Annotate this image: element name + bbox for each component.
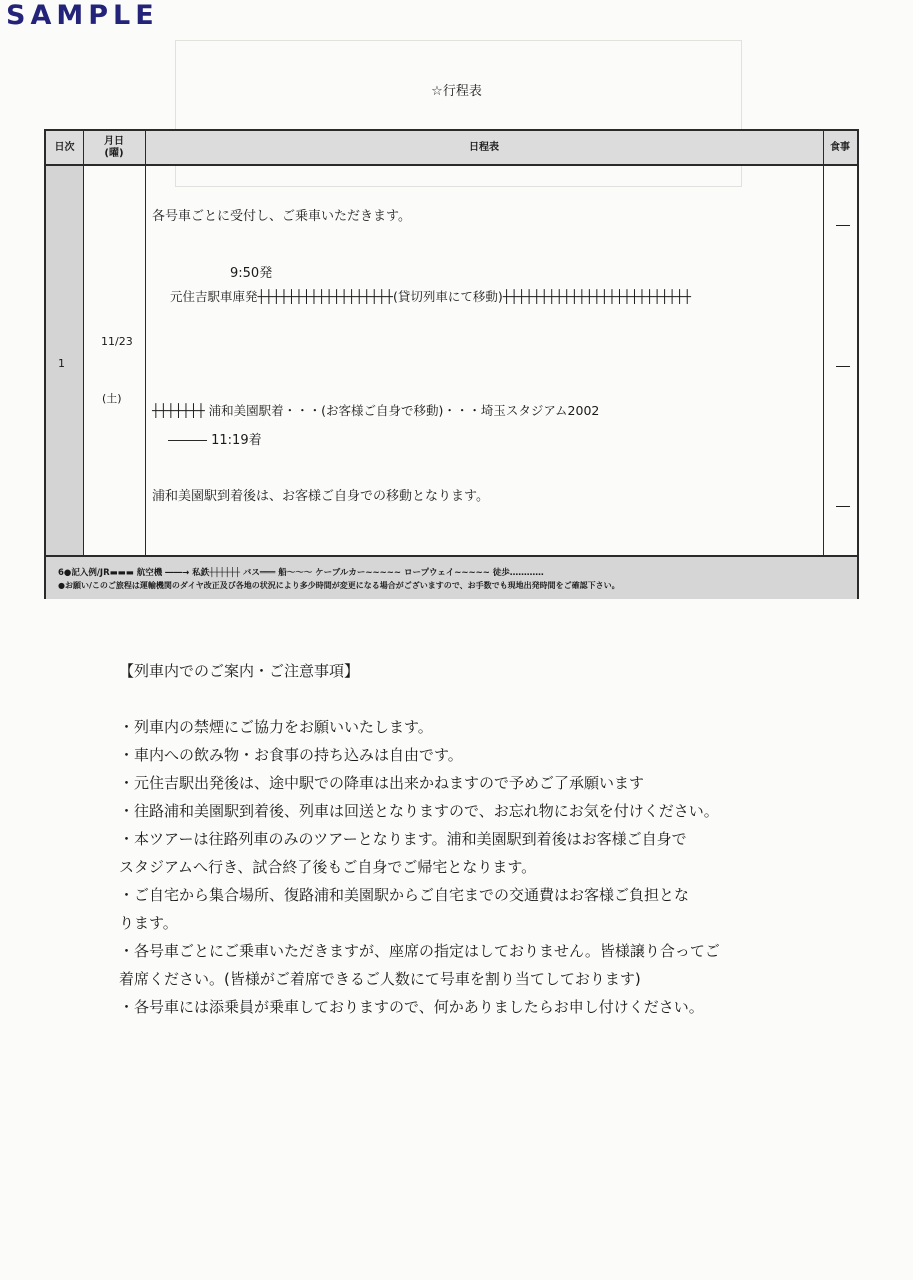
day-number: 1 <box>58 357 65 370</box>
legend-line: 6●記入例/JR▬▬▬ 航空機 ――→ 私鉄┼┼┼┼┼┼ バス═══ 船〜〜〜 ケーブルカー~~~~~ ロープウェイ~~~~~ 徒歩………… <box>58 568 544 578</box>
weekday-value: (土) <box>102 392 122 405</box>
notes-heading: 【列車内でのご案内・ご注意事項】 <box>119 662 360 680</box>
note-item: スタジアムへ行き、試合終了後もご自身でご帰宅となります。 <box>119 858 537 876</box>
itinerary-table <box>44 129 859 599</box>
itinerary-line: 元住吉駅車庫発┼┼┼┼┼┼┼┼┼┼┼┼┼┼┼┼┼┼(貸切列車にて移動)┼┼┼┼┼┼┼┼┼┼┼┼┼┼┼┼┼┼┼┼┼┼┼┼┼ <box>170 289 691 304</box>
page-title: ☆行程表 <box>431 84 482 99</box>
note-item: ります。 <box>119 914 178 932</box>
header-meal: 食事 <box>830 141 850 153</box>
meal-dash <box>836 506 850 507</box>
sample-watermark: SAMPLE <box>6 0 159 31</box>
itinerary-line: 各号車ごとに受付し、ご乗車いただきます。 <box>152 209 411 224</box>
itinerary-line: 浦和美園駅到着後は、お客様ご自身での移動となります。 <box>152 489 489 504</box>
date-value: 11/23 <box>101 335 133 348</box>
note-item: ・車内への飲み物・お食事の持ち込みは自由です。 <box>119 746 463 764</box>
legend-note: ●お願い/このご旅程は運輸機関のダイヤ改正及び各地の状況により多少時間が変更になる場合がございますので、お手数でも現地出発時間をご確認下さい。 <box>58 581 620 590</box>
header-day: 日次 <box>54 141 75 153</box>
note-item: ・往路浦和美園駅到着後、列車は回送となりますので、お忘れ物にお気を付けください。 <box>119 802 719 820</box>
note-item: 着席ください。(皆様がご着席できるご人数にて号車を割り当てしております) <box>119 970 641 988</box>
table-header <box>46 131 857 166</box>
header-date: 月日 (曜) <box>104 135 124 159</box>
divider-meal <box>823 131 824 555</box>
note-item: ・各号車には添乗員が乗車しておりますので、何かありましたらお申し付けください。 <box>119 998 704 1016</box>
legend-bar <box>46 555 857 599</box>
note-item: ・本ツアーは往路列車のみのツアーとなります。浦和美園駅到着後はお客様ご自身で <box>119 830 687 848</box>
itinerary-line: 9:50発 <box>230 266 273 281</box>
meal-dash <box>836 366 850 367</box>
divider-date <box>145 131 146 555</box>
note-item: ・各号車ごとにご乗車いただきますが、座席の指定はしておりません。皆様譲り合ってご <box>119 942 720 960</box>
itinerary-line: ――― 11:19着 <box>168 433 262 448</box>
divider-day <box>83 131 84 555</box>
itinerary-line: ┼┼┼┼┼┼┼ 浦和美園駅着・・・(お客様ご自身で移動)・・・埼玉スタジアム2002 <box>152 403 600 418</box>
note-item: ・ご自宅から集合場所、復路浦和美園駅からご自宅までの交通費はお客様ご負担とな <box>119 886 690 904</box>
note-item: ・元住吉駅出発後は、途中駅での降車は出来かねますので予めご了承願います <box>119 774 645 792</box>
meal-dash <box>836 225 850 226</box>
note-item: ・列車内の禁煙にご協力をお願いいたします。 <box>119 718 433 736</box>
header-schedule: 日程表 <box>469 141 499 153</box>
